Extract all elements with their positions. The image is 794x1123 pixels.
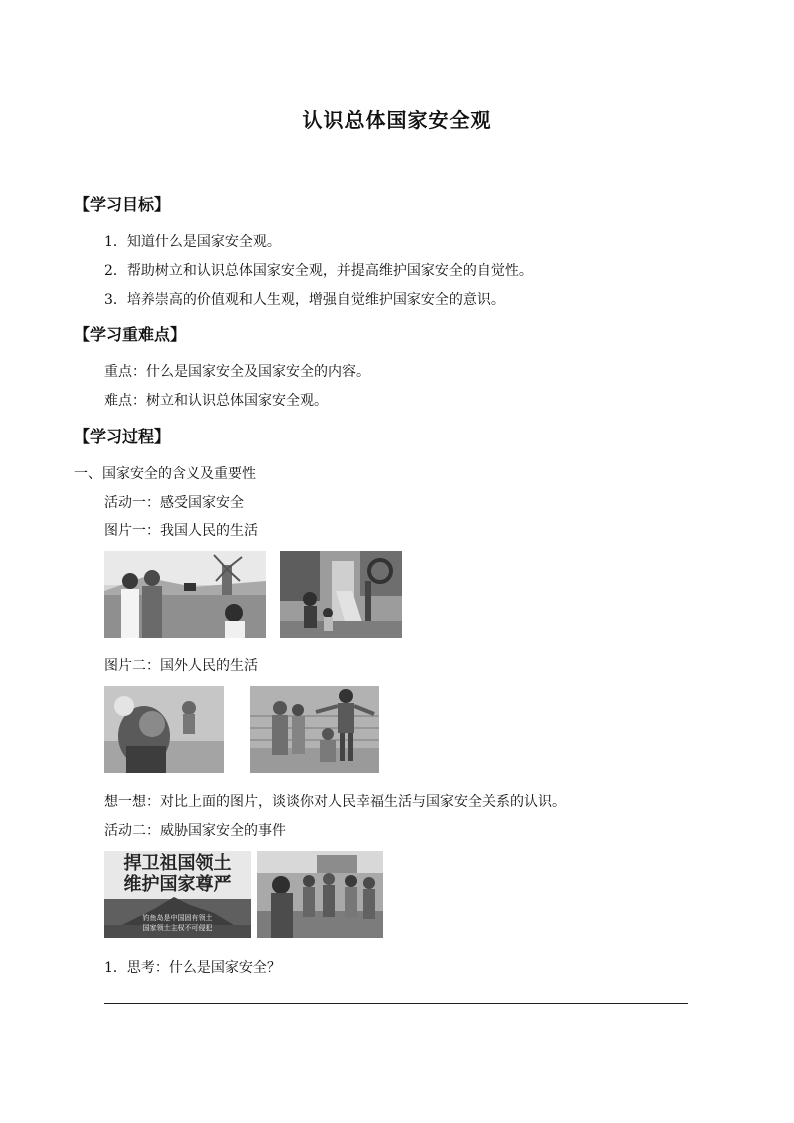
photo-people-fence bbox=[250, 686, 379, 773]
key-point-item: 重点：什么是国家安全及国家安全的内容。 bbox=[104, 364, 370, 380]
part1-title: 一、国家安全的含义及重要性 bbox=[74, 466, 256, 482]
goal-item-1: 1．知道什么是国家安全观。 bbox=[104, 234, 281, 250]
difficult-point-item: 难点：树立和认识总体国家安全观。 bbox=[104, 393, 328, 409]
section-heading-goals: 【学习目标】 bbox=[74, 195, 171, 214]
activity1-label: 活动一：感受国家安全 bbox=[104, 495, 244, 511]
photo-playground bbox=[280, 551, 402, 638]
photo-family-field bbox=[104, 551, 266, 638]
think-prompt: 想一想：对比上面的图片，谈谈你对人民幸福生活与国家安全关系的认识。 bbox=[104, 794, 566, 810]
poster-headline-2: 维护国家尊严 bbox=[123, 874, 232, 895]
photo-crying-child bbox=[104, 686, 224, 773]
poster-caption-1: 钓鱼岛是中国固有领土 bbox=[142, 914, 213, 922]
poster-caption-2: 国家领土主权不可侵犯 bbox=[142, 924, 213, 932]
activity2-label: 活动二：威胁国家安全的事件 bbox=[104, 823, 286, 839]
poster-headline-1: 捍卫祖国领土 bbox=[123, 853, 232, 874]
picture2-label: 图片二：国外人民的生活 bbox=[104, 658, 258, 674]
goal-item-2: 2．帮助树立和认识总体国家安全观，并提高维护国家安全的自觉性。 bbox=[104, 263, 533, 279]
page-title: 认识总体国家安全观 bbox=[302, 108, 492, 132]
picture1-label: 图片一：我国人民的生活 bbox=[104, 523, 258, 539]
section-heading-process: 【学习过程】 bbox=[74, 427, 171, 446]
question-1: 1．思考：什么是国家安全？ bbox=[104, 960, 281, 976]
poster-defend-territory bbox=[104, 851, 251, 938]
answer-line bbox=[104, 1003, 688, 1004]
section-heading-key-points: 【学习重难点】 bbox=[74, 325, 187, 344]
goal-item-3: 3．培养崇高的价值观和人生观，增强自觉维护国家安全的意识。 bbox=[104, 292, 505, 308]
photo-crowd-event bbox=[257, 851, 383, 938]
